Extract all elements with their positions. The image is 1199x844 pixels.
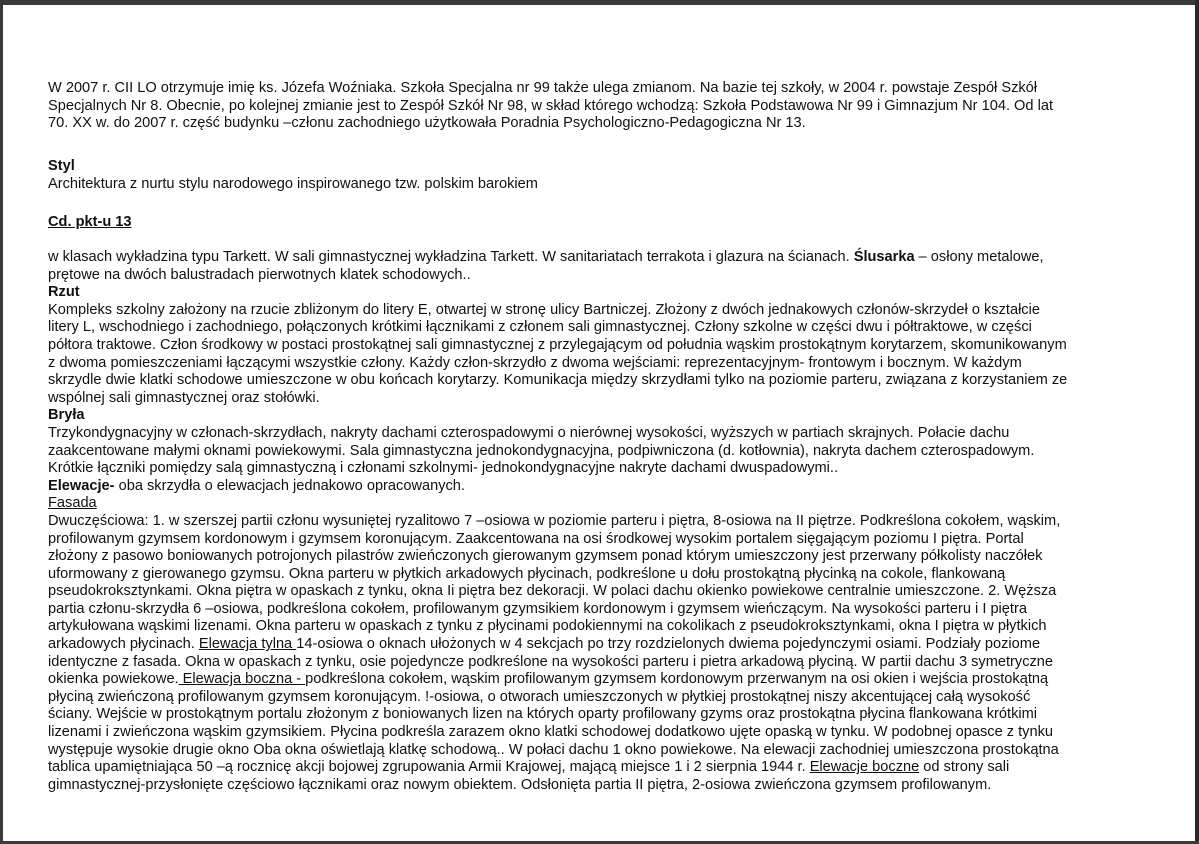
text-line: złożony z pasowo boniowanych potrojonych pilastrów zwieńczonych gierowanym gzymsem ponad którym umieszczony jest przerwany półkolisty naczółek	[48, 548, 1043, 565]
text-line: prętowe na dwóch balustradach pierwotnych klatek schodowych..	[48, 266, 471, 283]
text-run: od strony sali	[919, 759, 1010, 776]
text-line: uformowany z gierowanego gzymsu. Okna parteru w płytkich arkadowych płycinach, podkreślone u dołu prostokątną płycinką na cokole, flankowaną	[48, 565, 1006, 582]
scan-border-top	[0, 0, 1199, 5]
text-line: zaakcentowane małymi oknami powiekowymi. Sala gimnastyczna jednokondygnacyjna, podpiwniczona (d. kotłownia), nakryta dachem czterospadowym.	[48, 442, 1035, 459]
text-run: oba skrzydła o elewacjach jednakowo opracowanych.	[114, 477, 465, 494]
text-line	[48, 249, 1168, 267]
text-run: 14-osiowa o oknach ułożonych w 4 sekcjach po trzy rozdzielonych dwiema pojedynczymi osiami. Podziały poziome	[296, 636, 1041, 653]
elewacje-label: Elewacje-	[48, 477, 115, 494]
styl-section	[48, 158, 1168, 193]
text-run: okienka powiekowe.	[48, 671, 179, 688]
text-line: pseudokroksztynkami. Okna piętra w opaskach z tynku, okna Ii piętra bez dekoracji. W polaci dachu okienko powiekowe centralnie umieszczone. 2. Węższa	[48, 583, 1057, 600]
text-line: lizenami i zwieńczona wąskim gzymsikiem. Płycina podkreśla zarazem okno klatki schodowej dodatkowo ujęte opaską w tynku. W podobnej opasce z tynku	[48, 724, 1054, 741]
elewacje-boczne-label: Elewacje boczne	[809, 759, 920, 776]
text-line: wspólnej sali gimnastycznej oraz stołówki.	[48, 389, 320, 406]
section-heading-rzut: Rzut	[48, 284, 80, 301]
slusarka-label: Ślusarka	[853, 249, 915, 265]
cd-section	[48, 214, 1168, 232]
scan-border-right	[1195, 0, 1199, 844]
text-line	[48, 478, 1168, 496]
text-line: skrzydle dwie klatki schodowe umieszczone w obu końcach korytarzy. Komunikacja między skrzydłami tylko na poziomie parteru, związana z korzystaniem ze	[48, 372, 1068, 389]
text-line	[48, 671, 1168, 689]
elewacja-tylna-label: Elewacja tylna	[198, 636, 297, 653]
text-line: półtora traktowe. Człon środkowy w postaci prostokątnej sali gimnastycznej z przylegającym od południa wąskim prostokątnym korytarzem, skomunikowanym	[48, 336, 1067, 353]
text-line: identyczne z fasada. Okna w opaskach z tynku, osie pojedyncze podkreślone na wysokości parteru i pietra arkadową płyciną. W partii dachu 3 symetryczne	[48, 653, 1054, 670]
text-line: Architektura z nurtu stylu narodowego inspirowanego tzw. polskim barokiem	[48, 175, 538, 192]
section-heading-styl: Styl	[48, 158, 75, 174]
text-line: Specjalnych Nr 8. Obecnie, po kolejnej zmianie jest to Zespół Szkół Nr 98, w skład którego wchodzą: Szkoła Podstawowa Nr 99 i Gimnazjum Nr 104. Od lat	[48, 97, 1053, 114]
text-run: w klasach wykładzina typu Tarkett. W sali gimnastycznej wykładzina Tarkett. W sanitariatach terrakota i glazura na ścianach.	[48, 249, 850, 265]
text-line: ściany. Wejście w prostokątnym portalu złożonym z boniowanych lizen na których oparty profilowany gzyms oraz prostokątna płycina flankowana krótkimi	[48, 706, 1038, 723]
text-line: gimnastycznej-przysłonięte częściowo łącznikami oraz nowym obiektem. Odsłonięta partia II piętra, 2-osiowa zwieńczona gzymsem profilowanym.	[48, 776, 992, 793]
text-line: Krótkie łączniki pomiędzy salą gimnastyczną i członami szkolnymi- jednokondygnacyjne nakryte dachami dwuspadowymi..	[48, 460, 839, 477]
text-line: z dwoma pomieszczeniami łączącymi wszystkie człony. Każdy człon-skrzydło z dwoma wejściami: reprezentacyjnym- frontowym i bocznym. W każdym	[48, 354, 1022, 371]
elewacja-boczna-label: Elewacja boczna -	[178, 671, 306, 688]
text-line: artykułowana wąskimi lizenami. Okna parteru w opaskach z tynku z płycinami podokiennymi na cokolikach z pseudokroksztynkami, okna I piętra w płytkich	[48, 618, 1047, 635]
text-line: Dwuczęściowa: 1. w szerszej partii członu wysuniętej ryzalitowo 7 –osiowa w poziomie parteru i piętra, 8-osiowa na II piętrze. Podkreślona cokołem, wąskim,	[48, 512, 1061, 529]
text-line: płyciną zwieńczoną profilowanym gzymsem koronującym. !-osiowa, o otworach umieszczonych w płytkiej prostokątnej niszy akcentującej całą wysokość	[48, 688, 1031, 705]
text-line: występuje wysokie drugie okno Oba okna oświetlają klatkę schodową.. W połaci dachu 1 okno powiekowe. Na elewacji zachodniej umieszczona prostokątna	[48, 741, 1059, 758]
text-line: profilowanym gzymsem kordonowym i gzymsem koronującym. Zaakcentowana na osi środkowej wysokim portalem sięgającym poziomu I piętra. Portal	[48, 530, 1024, 547]
text-run: podkreślona cokołem, wąskim profilowanym gzymsem kordonowym przerwanym na osi okien i wejścia prostokątną	[305, 671, 1049, 688]
intro-paragraph	[48, 80, 1168, 133]
text-line: Kompleks szkolny założony na rzucie zbliżonym do litery E, otwartej w stronę ulicy Bartniczej. Złożony z dwóch jednakowych członów-skrzydeł o kształcie	[48, 301, 1040, 318]
text-run: tablica upamiętniająca 50 –ą rocznicę akcji bojowej zgrupowania Armii Krajowej, mającą miejsce 1 i 2 sierpnia 1944 r.	[48, 759, 810, 776]
section-heading-fasada: Fasada	[48, 495, 97, 512]
text-line	[48, 759, 1168, 777]
text-line: litery L, wschodniego i zachodniego, połączonych krótkimi łącznikami z członem sali gimnastycznej. Człony szkolne w części dwu i półtraktowe, w części	[48, 319, 1032, 336]
text-line: partia członu-skrzydła 6 –osiowa, podkreślona cokołem, profilowanym gzymsikiem kordonowym i gzymsem wieńczącym. Na wysokości parteru i I piętra	[48, 600, 1027, 617]
text-line: 70. XX w. do 2007 r. część budynku –członu zachodniego użytkowała Poradnia Psychologiczno-Pedagogiczna Nr 13.	[48, 115, 806, 132]
text-run: – osłony metalowe,	[914, 249, 1044, 265]
text-line: W 2007 r. CII LO otrzymuje imię ks. Józefa Woźniaka. Szkoła Specjalna nr 99 także ulega zmianom. Na bazie tej szkoły, w 2004 r. powstaje Zespół Szkół	[48, 80, 1038, 96]
main-description	[48, 249, 1168, 794]
section-heading-cd: Cd. pkt-u 13	[48, 214, 132, 230]
text-line	[48, 636, 1168, 654]
text-run: arkadowych płycinach.	[48, 636, 199, 653]
text-line: Trzykondygnacyjny w członach-skrzydłach, nakryty dachami czterospadowymi o nierównej wysokości, wyższych w partiach skrajnych. Połacie dachu	[48, 424, 1010, 441]
section-heading-bryla: Bryła	[48, 407, 85, 424]
scan-border-left	[0, 0, 3, 844]
